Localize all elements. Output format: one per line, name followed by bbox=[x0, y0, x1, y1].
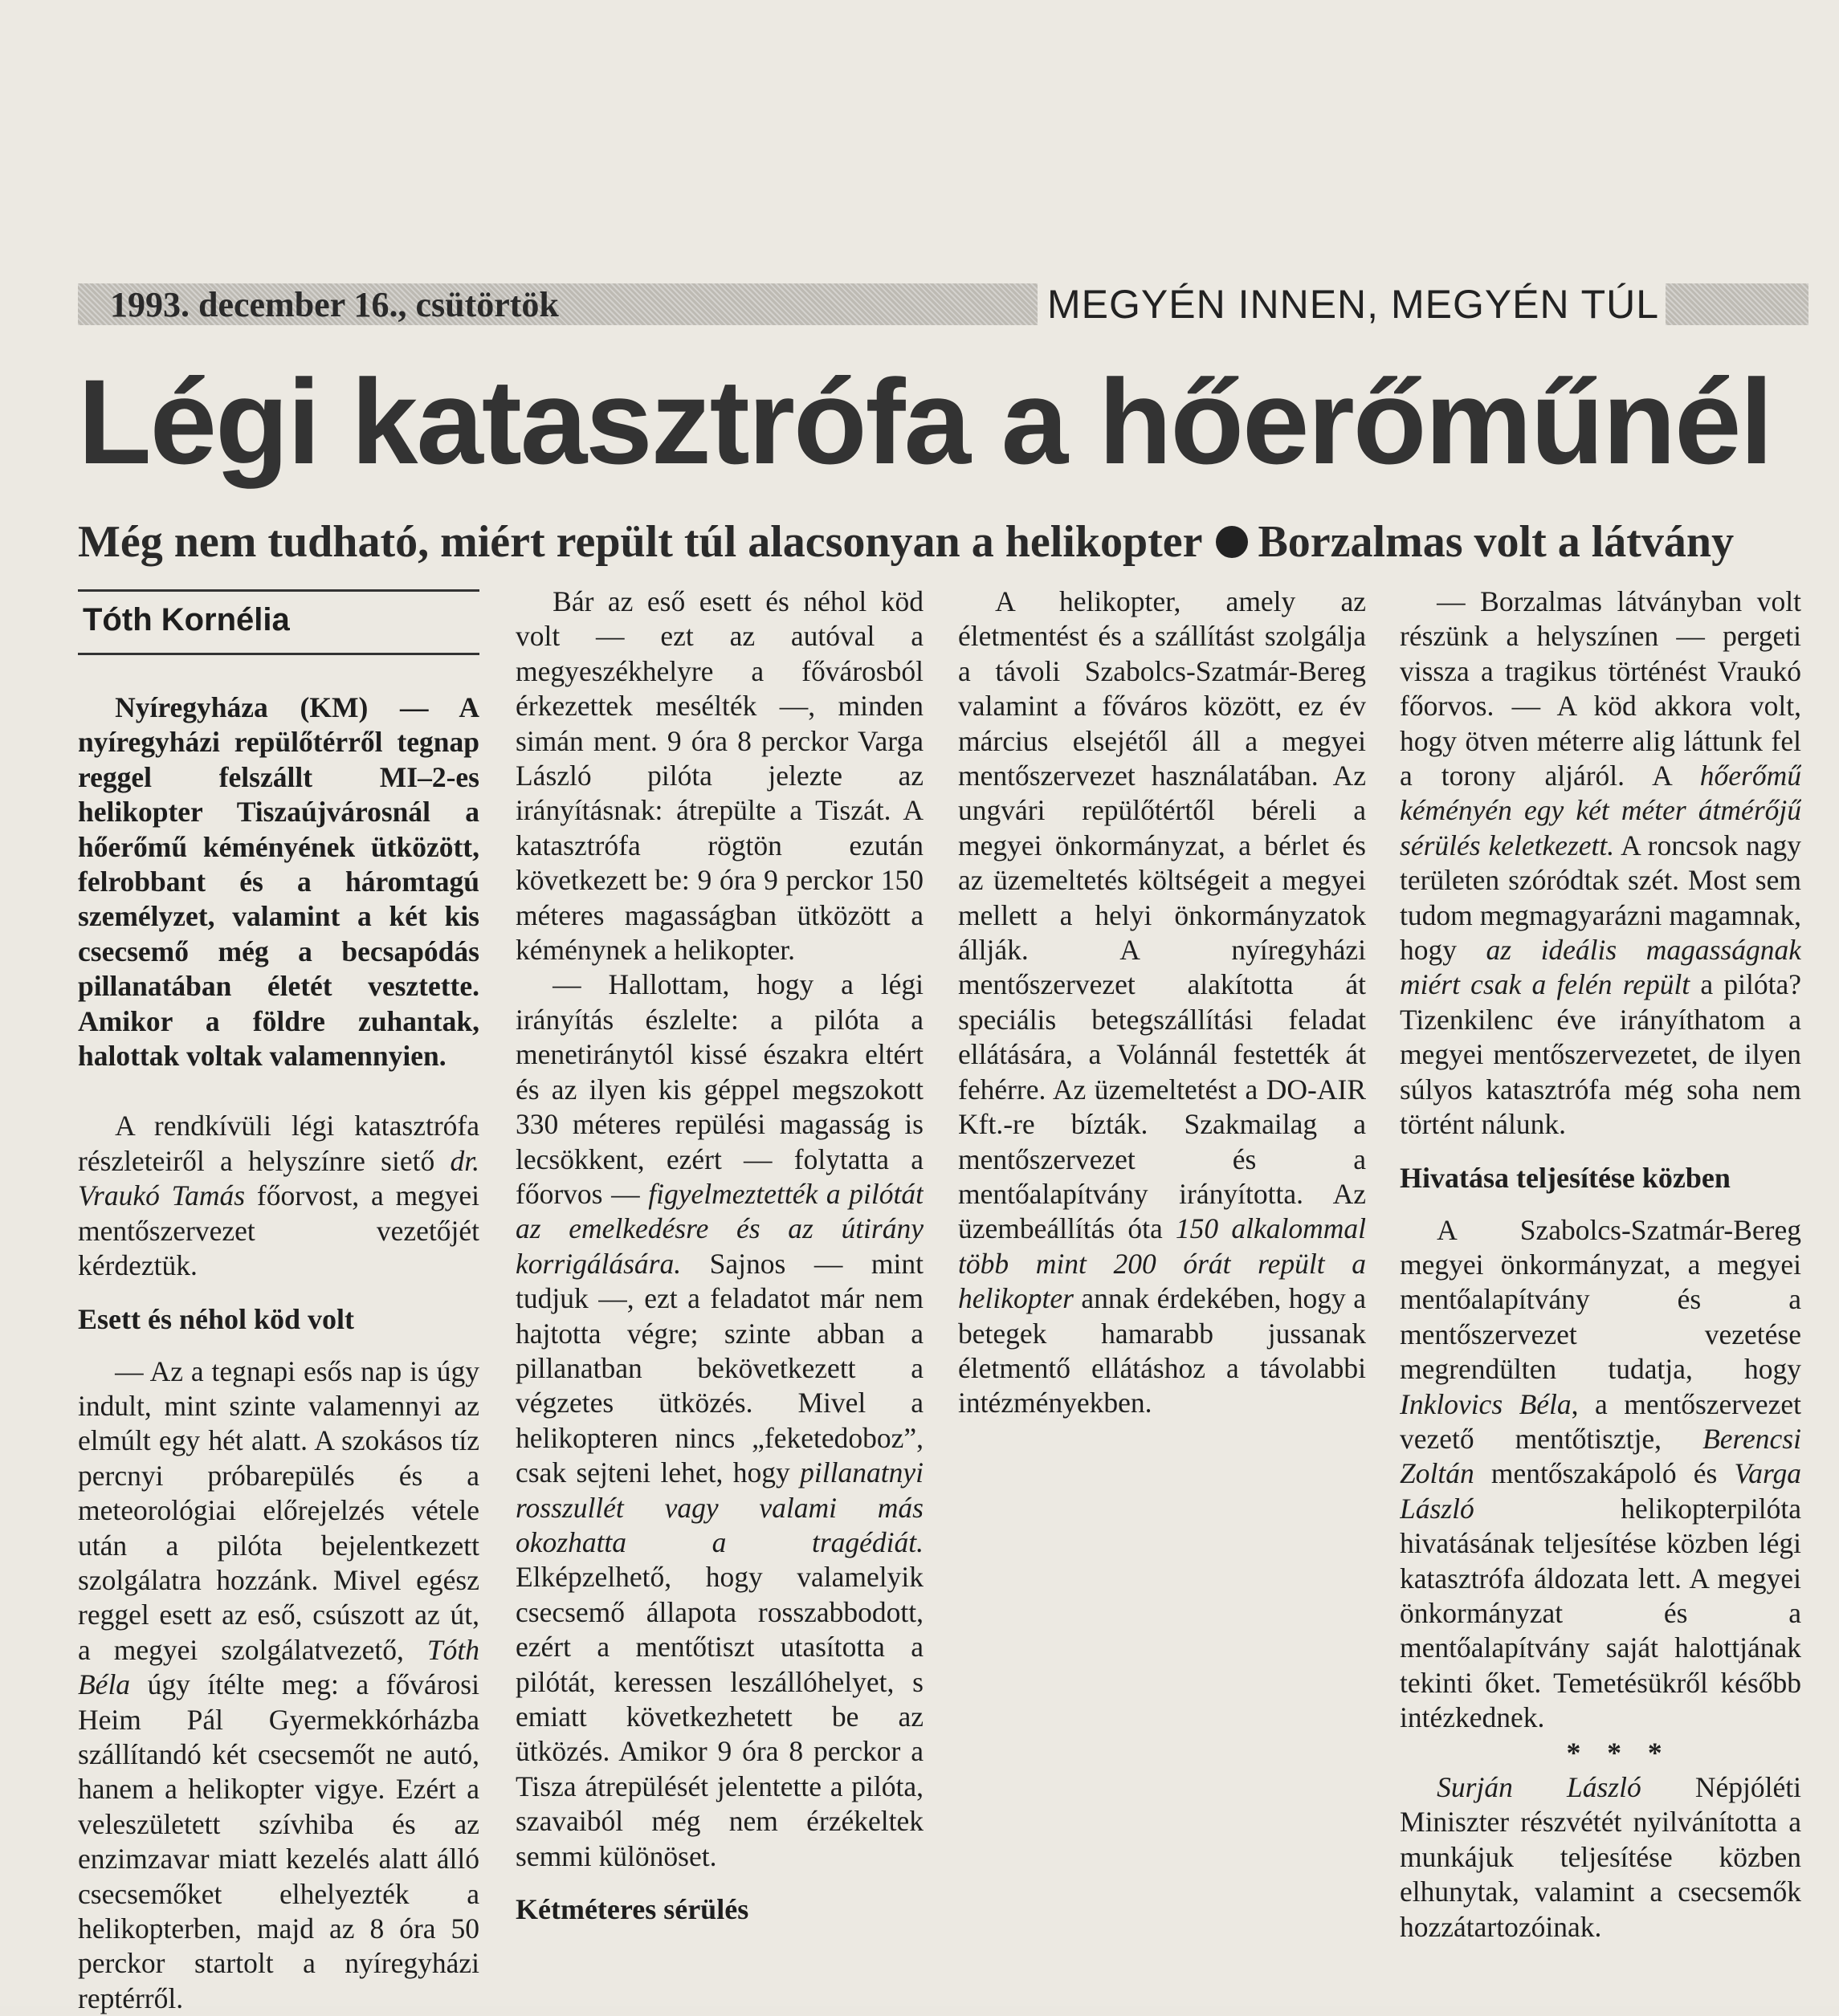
body-text-5b: A roncsok nagy területen szóródtak szét. Most sem tudom megmagyarázni magamnak, hogy bbox=[1400, 829, 1801, 966]
body-text-3c: Elképzelhető, hogy valamelyik csecsemő állapota rosszabbodott, ezért a mentőtiszt utasította a pilótát, keressen leszállóhelyet, s emiatt következhetett be az ütközés. Amikor 9 óra 8 perckor a Tisza átrepülését jelentette a pilóta, szavaiból még nem érzékeltek semmi különöset. bbox=[516, 1561, 924, 1871]
name-inklovics: Inklovics Béla bbox=[1400, 1388, 1572, 1420]
subhead-part-1: Még nem tudható, miért repült túl alacsonyan a helikopter bbox=[78, 517, 1201, 567]
body-italic-4: 150 alkalommal több mint 200 órát repült a helikopter bbox=[958, 1212, 1366, 1314]
subheading-hivatasa: Hivatása teljesítése közben bbox=[1400, 1160, 1801, 1195]
article-column-3 bbox=[958, 584, 1366, 1421]
body-text-3b: Sajnos — mint tudjuk —, ezt a feladatot már nem hajtotta végre; szinte abban a pillanatban bekövetkezett a végzetes ütközés. Mivel a helikopteren nincs „feketedoboz”, csak sejteni lehet, hogy bbox=[516, 1248, 924, 1489]
body-italic-5b: az ideális magasságnak miért csak a felén repült bbox=[1400, 934, 1801, 1000]
subhead-part-2: Borzalmas volt a látvány bbox=[1258, 517, 1734, 567]
intro-name: dr. Vraukó Tamás bbox=[78, 1145, 479, 1212]
section-rubric: MEGYÉN INNEN, MEGYÉN TÚL bbox=[1038, 281, 1666, 328]
separator-stars: * * * bbox=[1400, 1736, 1801, 1770]
body-text-3a: — Hallottam, hogy a légi irányítás észlelte: a pilóta a menetiránytól kissé északra eltért és az ilyen kis géppel megszokott 330 méteres repülési magasság is lecsökkent, ezért — folytatta a főorvos — bbox=[516, 968, 924, 1209]
body-paragraph-2: Bár az eső esett és néhol köd volt — ezt az autóval a megyeszékhelyre a fővárosból érkezettek mesélték —, minden simán ment. 9 óra 8 perckor Varga László pilóta jelezte az irányításnak: átrepülte a Tiszát. A katasztrófa rögtön ezután következett be: 9 óra 9 perckor 150 méteres magasságban ütközött a kéménynek a helikopter. bbox=[516, 584, 924, 967]
body-italic-3b: pillanatnyi rosszullét vagy valami más okozhatta a tragédiát. bbox=[516, 1456, 924, 1558]
body-text-4a: A helikopter, amely az életmentést és a szállítást szolgálja a távoli Szabolcs-Szatmár-Bereg valamint a főváros között, ez év március elsejétől áll a megyei mentőszervezet használatában. Az ungvári repülőtértől béreli a megyei önkormányzat, a bérlet és az üzemeltetés költségeit a megyei mellett a helyi önkormányzatok állják. A nyíregyházi mentőszervezet alakította át speciális betegszállítási feladat ellátására, a Volánnál festették át fehérre. Az üzemeltetést a DO-AIR Kft.-re bízták. Szakmailag a mentőszervezet és a mentőalapítvány irányította. Az üzembeállítás óta bbox=[958, 585, 1366, 1244]
body-text-5a: — Borzalmas látványban volt részünk a helyszínen — pergeti vissza a tragikus történést Vraukó főorvos. — A köd akkora volt, hogy ötven méterre alig láttunk fel a torony aljáról. A bbox=[1400, 585, 1801, 792]
lead-paragraph: Nyíregyháza (KM) — A nyíregyházi repülőtérről tegnap reggel felszállt MI–2-es helikopter Tiszaújvárosnál a hőerőmű kéményének ütközött, felrobbant és a háromtagú személyzet, valamint a két kis csecsemő még a becsapódás pillanatában életét vesztette. Amikor a földre zuhantak, halottak voltak valamennyien. bbox=[78, 690, 479, 1073]
body-paragraph-4 bbox=[958, 584, 1366, 1421]
body-text-5c: a pilóta? Tizenkilenc éve irányíthatom a megyei mentőszervezetet, de ilyen súlyos katasztrófa még soha nem történt nálunk. bbox=[1400, 968, 1801, 1140]
body-text-6b: , a mentőszervezet vezető mentőtisztje, bbox=[1400, 1388, 1801, 1455]
article-headline: Légi katasztrófa a hőerőműnél bbox=[78, 353, 1812, 490]
page-header bbox=[78, 279, 1808, 329]
subheading-esett: Esett és néhol köd volt bbox=[78, 1301, 479, 1337]
name-varga: Varga László bbox=[1400, 1457, 1801, 1524]
article-column-1 bbox=[78, 584, 479, 2016]
body-paragraph-3 bbox=[516, 967, 924, 1874]
intro-text-2: főorvost, a megyei mentőszervezet vezetőjét kérdeztük. bbox=[78, 1179, 479, 1281]
body-text-1b: úgy ítélte meg: a fővárosi Heim Pál Gyermekkórházba szállítandó két csecsemőt ne autó, hanem a helikopter vigye. Ezért a veleszületett szívhiba és az enzimzavar miatt kezelés alatt álló csecsemőket elhelyezték a helikopterben, majd az 8 óra 50 perckor startolt a nyíregyházi reptérről. bbox=[78, 1668, 479, 2014]
name-surjan: Surján László bbox=[1437, 1771, 1641, 1803]
intro-text-1: A rendkívüli légi katasztrófa részleteiről a helyszínre siető bbox=[78, 1110, 479, 1176]
body-paragraph-1 bbox=[78, 1354, 479, 2016]
article-column-2 bbox=[516, 584, 924, 1945]
body-text-4b: annak érdekében, hogy a betegek hamarabb jussanak életmentő ellátáshoz a távolabbi intézményekben. bbox=[958, 1282, 1366, 1419]
intro-paragraph bbox=[78, 1109, 479, 1283]
body-italic-5: hőerőmű kéményén egy két méter átmérőjű sérülés keletkezett. bbox=[1400, 760, 1801, 861]
body-italic-3: figyelmeztették a pilótát az emelkedésre és az útirány korrigálására. bbox=[516, 1178, 924, 1280]
author-byline: Tóth Kornélia bbox=[78, 592, 479, 648]
name-berencsi: Berencsi Zoltán bbox=[1400, 1423, 1801, 1489]
body-paragraph-6 bbox=[1400, 1213, 1801, 1736]
article-subheadline bbox=[78, 514, 1812, 570]
body-name-1: Tóth Béla bbox=[78, 1634, 479, 1700]
body-text-6a: A Szabolcs-Szatmár-Bereg megyei önkormányzat, a megyei mentőalapítvány és a mentőszervezet vezetése megrendülten tudatja, hogy bbox=[1400, 1214, 1801, 1386]
body-text-7: Népjóléti Miniszter részvétét nyilvánította a munkájuk teljesítése közben elhunytak, valamint a csecsemők hozzátartozóinak. bbox=[1400, 1771, 1801, 1943]
body-paragraph-7 bbox=[1400, 1770, 1801, 1945]
body-text-6d: helikopterpilóta hivatásának teljesítése közben légi katasztrófa áldozata lett. A megyei önkormányzat és a mentőalapítvány saját halottjának tekinti őket. Temetésükről később intézkednek. bbox=[1400, 1493, 1801, 1733]
body-text-6c: mentőszakápoló és bbox=[1474, 1457, 1735, 1489]
body-text-1a: — Az a tegnapi esős nap is úgy indult, mint szinte valamennyi az elmúlt egy hét alatt. A szokásos tíz percnyi próbarepülés és a meteorológiai előrejelzés vétele után a pilóta bejelentkezett szolgálatra hozzánk. Mivel egész reggel esett az eső, csúszott az út, a megyei szolgálatvezető, bbox=[78, 1355, 479, 1666]
issue-date: 1993. december 16., csütörtök bbox=[78, 283, 1038, 325]
body-paragraph-5 bbox=[1400, 584, 1801, 1142]
article-column-4 bbox=[1400, 584, 1801, 1945]
header-pattern bbox=[1666, 283, 1808, 325]
bullet-dot-icon bbox=[1216, 526, 1248, 558]
subheading-ketmeteres: Kétméteres sérülés bbox=[516, 1892, 924, 1927]
